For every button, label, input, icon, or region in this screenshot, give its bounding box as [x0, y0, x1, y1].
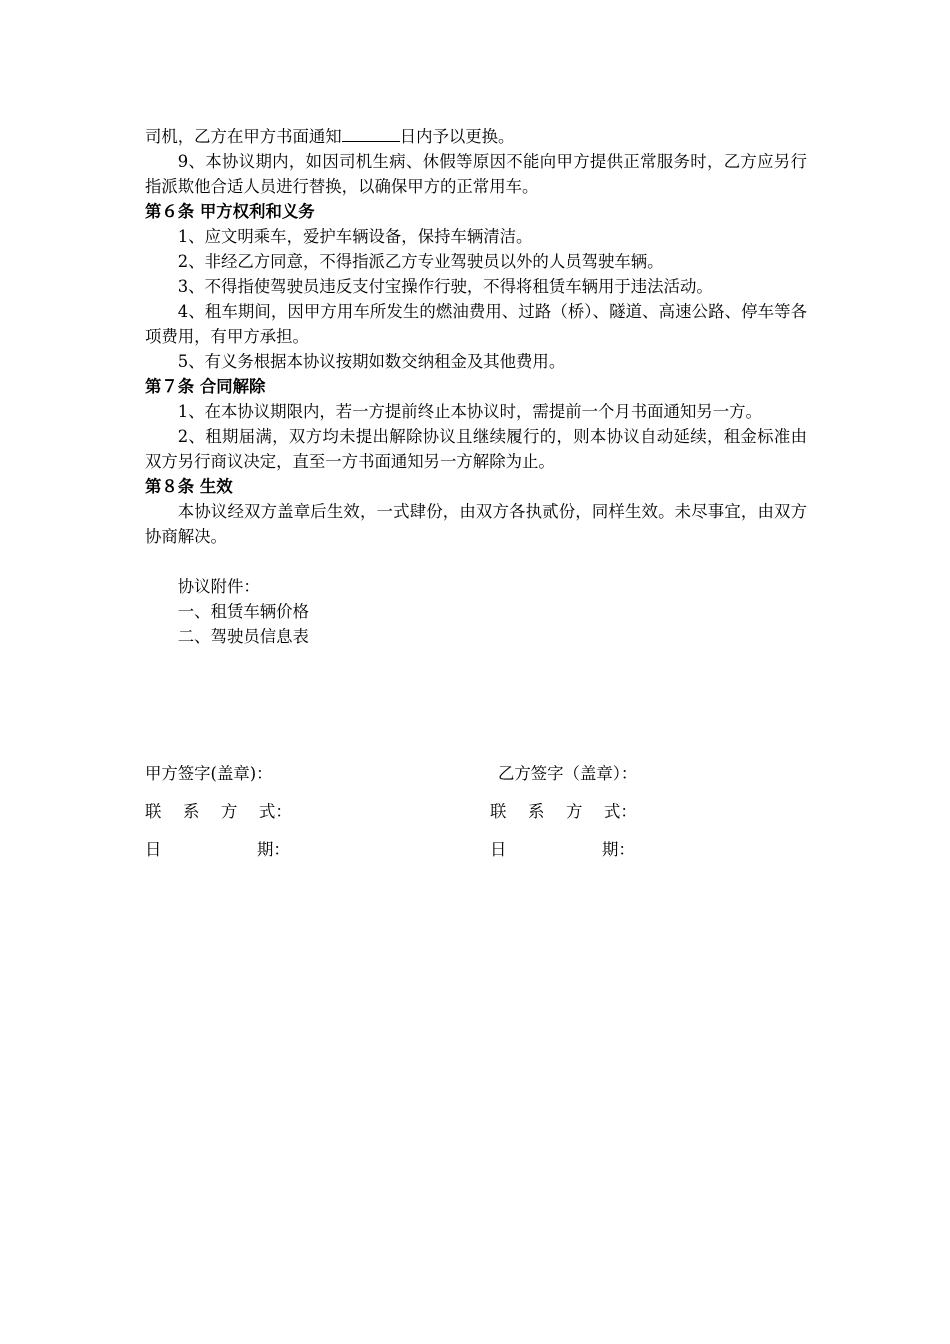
label-char: 方 [566, 802, 583, 821]
continuation-line [145, 124, 807, 149]
label-char: 联 [145, 802, 162, 821]
signature-block [145, 760, 807, 874]
label-char: 式： [259, 802, 292, 821]
party-b-signature-label: 乙方签字（盖章）： [498, 764, 638, 783]
section-6-item: 2、非经乙方同意，不得指派乙方专业驾驶员以外的人员驾驶车辆。 [177, 252, 664, 271]
section-7-item: 2、租期届满，双方均未提出解除协议且继续履行的，则本协议自动延续，租金标准由双方另行商议决定，直至一方书面通知另一方解除为止。 [145, 427, 807, 471]
document-body [145, 124, 807, 649]
party-a-signature-label: 甲方签字(盖章)： [145, 764, 273, 783]
label-char: 系 [528, 802, 545, 821]
label-char: 日 [490, 840, 507, 859]
date-row [145, 836, 807, 874]
section-6-item: 4、租车期间，因甲方用车所发生的燃油费用、过路（桥）、隧道、高速公路、停车等各项费用，有甲方承担。 [145, 302, 807, 346]
item-9: 9、本协议期内，如因司机生病、休假等原因不能向甲方提供正常服务时，乙方应另行指派欺他合适人员进行替换，以确保甲方的正常用车。 [145, 152, 807, 196]
signature-row [145, 760, 807, 798]
label-char: 联 [490, 802, 507, 821]
text-fragment: 日内予以更换。 [399, 127, 515, 146]
text-fragment: 司机，乙方在甲方书面通知 [145, 127, 342, 146]
section-6-title: 第６条 甲方权利和义务 [145, 202, 315, 221]
party-b-date-label [490, 836, 635, 864]
section-7-title: 第７条 合同解除 [145, 377, 266, 396]
attachment-item: 一、租赁车辆价格 [177, 602, 309, 621]
blank-line [145, 549, 807, 574]
attachment-item: 二、驾驶员信息表 [177, 627, 309, 646]
label-char: 式： [604, 802, 637, 821]
label-char: 期： [257, 840, 290, 859]
fill-in-blank [342, 125, 400, 142]
section-7-item: 1、在本协议期限内，若一方提前终止本协议时，需提前一个月书面通知另一方。 [177, 402, 762, 421]
contact-row [145, 798, 807, 836]
section-6-item: 3、不得指使驾驶员违反支付宝操作行驶，不得将租赁车辆用于违法活动。 [177, 277, 713, 296]
attachments-title: 协议附件： [177, 577, 260, 596]
label-char: 方 [221, 802, 238, 821]
party-a-date-label [145, 836, 290, 864]
party-a-contact-label [145, 798, 292, 826]
label-char: 期： [602, 840, 635, 859]
label-char: 日 [145, 840, 162, 859]
label-char: 系 [183, 802, 200, 821]
party-b-contact-label [490, 798, 637, 826]
section-6-item: 5、有义务根据本协议按期如数交纳租金及其他费用。 [177, 352, 566, 371]
section-6-item: 1、应文明乘车，爱护车辆设备，保持车辆清洁。 [177, 227, 533, 246]
section-8-text: 本协议经双方盖章后生效，一式肆份，由双方各执贰份，同样生效。未尽事宜，由双方协商解决。 [145, 502, 807, 546]
section-8-title: 第８条 生效 [145, 477, 233, 496]
